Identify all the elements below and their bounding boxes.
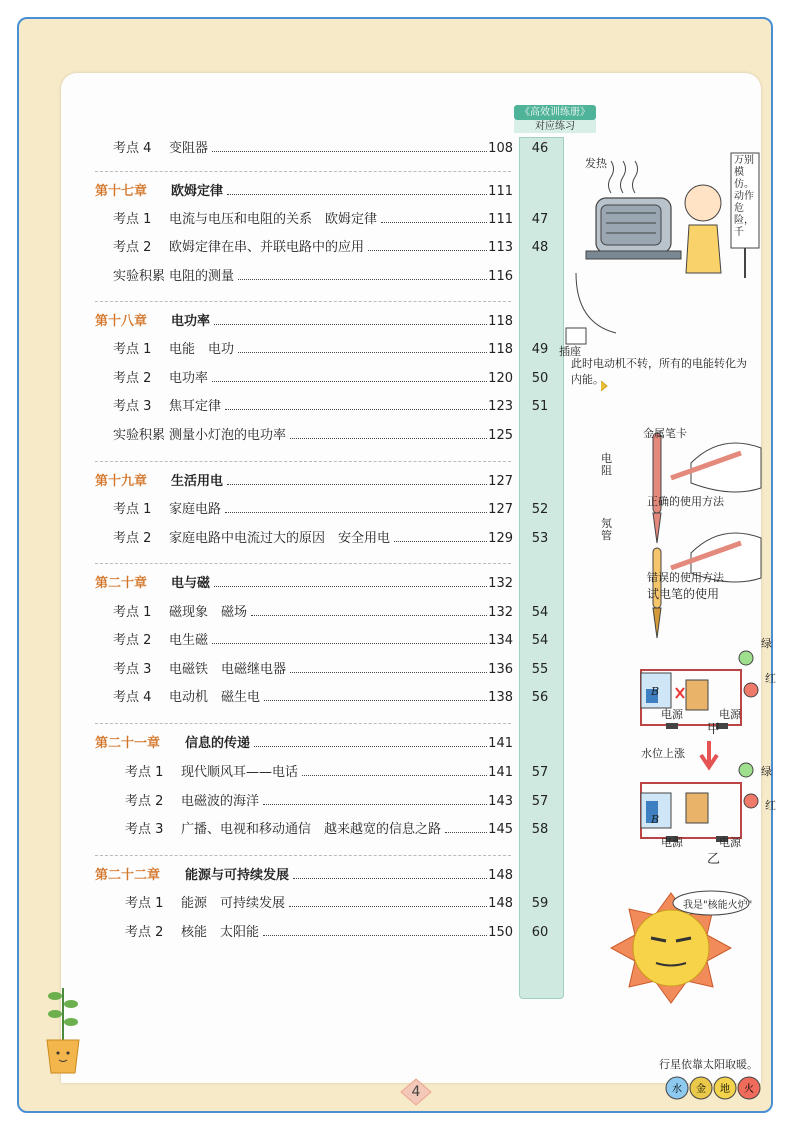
relay-b-green: 绿 <box>761 765 772 778</box>
section-divider <box>95 563 511 564</box>
dot-leader <box>254 746 487 747</box>
relay-a-source1: 电源 <box>661 708 683 721</box>
toc-label: 第二十章 <box>95 576 148 591</box>
planet-label: 金 <box>696 1084 706 1095</box>
toc-label: 考点 2 <box>113 531 152 546</box>
toc-row[interactable] <box>125 922 561 944</box>
toc-label: 考点 4 <box>113 690 152 705</box>
planets-illustration <box>666 1077 760 1099</box>
toc-label: 考点 1 <box>113 502 152 517</box>
toc-page-number: 138 <box>488 690 513 705</box>
toc-label: 考点 4 <box>113 141 152 156</box>
relay-a-green: 绿 <box>761 637 772 650</box>
dot-leader <box>225 409 487 410</box>
chapter-row[interactable] <box>95 181 561 203</box>
toc-row[interactable] <box>113 659 561 681</box>
toc-title: 核能 太阳能 <box>181 925 260 940</box>
toc-page-number: 148 <box>488 896 513 911</box>
planet-label: 地 <box>720 1084 730 1095</box>
toc-title: 变阻器 <box>169 141 209 156</box>
toc-row[interactable] <box>113 138 561 160</box>
chapter-row[interactable] <box>95 573 561 595</box>
toc-page-number: 113 <box>488 240 513 255</box>
practice-number: 52 <box>531 502 549 517</box>
toc-label: 实验积累 <box>113 269 166 284</box>
toc-title: 磁现象 磁场 <box>169 605 248 620</box>
dot-leader <box>212 151 487 152</box>
dot-leader <box>238 279 487 280</box>
toc-page-number: 129 <box>488 531 513 546</box>
motor-warning-sign: 万别模仿。动作危险，千 <box>734 155 754 238</box>
toc-row[interactable] <box>113 339 561 361</box>
toc-title: 电磁铁 电磁继电器 <box>169 662 287 677</box>
dot-leader <box>214 324 487 325</box>
toc-row[interactable] <box>113 266 561 288</box>
content-page <box>61 73 776 1100</box>
relay-b-source2: 电源 <box>719 836 741 849</box>
toc-page-number: 116 <box>488 269 513 284</box>
practice-number: 51 <box>531 399 549 414</box>
resistor-label: 电阻 <box>601 452 612 477</box>
toc-title: 电动机 磁生电 <box>169 690 261 705</box>
toc-page-number: 150 <box>488 925 513 940</box>
toc-page-number: 134 <box>488 633 513 648</box>
practice-number: 56 <box>531 690 549 705</box>
toc-page-number: 120 <box>488 371 513 386</box>
toc-title: 家庭电路 <box>169 502 222 517</box>
section-divider <box>95 723 511 724</box>
relay-b-red: 红 <box>765 799 776 812</box>
chapter-row[interactable] <box>95 733 561 755</box>
toc-label: 考点 1 <box>125 896 164 911</box>
toc-title: 电阻的测量 <box>169 269 235 284</box>
water-rise-label: 水位上涨 <box>641 747 685 760</box>
toc-title: 电能 电功 <box>169 342 235 357</box>
practice-header-line2: 对应练习 <box>514 120 596 133</box>
motor-caption: 此时电动机不转，所有的电能转化为内能。 <box>571 357 747 386</box>
socket-label: 插座 <box>559 345 581 358</box>
dot-leader <box>227 194 487 195</box>
toc-title: 电生磁 <box>169 633 209 648</box>
metal-clip-label: 金属笔卡 <box>643 427 687 440</box>
dot-leader <box>368 250 487 251</box>
neon-tube-label: 氖管 <box>601 517 612 542</box>
toc-page-number: 141 <box>488 736 513 751</box>
chapter-row[interactable] <box>95 865 561 887</box>
toc-page-number: 125 <box>488 428 513 443</box>
toc-title: 欧姆定律在串、并联电路中的应用 <box>169 240 365 255</box>
section-divider <box>95 301 511 302</box>
dot-leader <box>381 222 487 223</box>
toc-label: 第十九章 <box>95 474 148 489</box>
toc-label: 考点 1 <box>113 342 152 357</box>
toc-page-number: 132 <box>488 605 513 620</box>
relay-a-source2: 电源 <box>719 708 741 721</box>
test-pen-illustration <box>653 433 761 638</box>
toc-label: 第十八章 <box>95 314 148 329</box>
toc-label: 考点 1 <box>113 212 152 227</box>
practice-number: 57 <box>531 794 549 809</box>
toc-page-number: 148 <box>488 868 513 883</box>
toc-label: 考点 2 <box>113 240 152 255</box>
dot-leader <box>263 804 487 805</box>
toc-title: 能源 可持续发展 <box>181 896 286 911</box>
toc-label: 考点 1 <box>125 765 164 780</box>
toc-title: 焦耳定律 <box>169 399 222 414</box>
page-number: 4 <box>399 1077 433 1107</box>
toc-title: 现代顺风耳——电话 <box>181 765 299 780</box>
toc-label: 第二十二章 <box>95 868 161 883</box>
practice-number: 48 <box>531 240 549 255</box>
dot-leader <box>302 775 487 776</box>
toc-page-number: 111 <box>488 184 513 199</box>
practice-number: 59 <box>531 896 549 911</box>
toc-page-number: 127 <box>488 474 513 489</box>
relay-a-red: 红 <box>765 672 776 685</box>
planets-caption: 行星依靠太阳取暖。 <box>659 1058 758 1071</box>
toc-title: 家庭电路中电流过大的原因 安全用电 <box>169 531 391 546</box>
relay-b-label: 乙 <box>707 852 721 867</box>
dot-leader <box>225 512 487 513</box>
toc-title: 测量小灯泡的电功率 <box>169 428 287 443</box>
toc-row[interactable] <box>113 368 561 390</box>
section-divider <box>95 461 511 462</box>
toc-title: 生活用电 <box>171 474 224 489</box>
toc-row[interactable] <box>125 762 561 784</box>
dot-leader <box>212 381 487 382</box>
toc-row[interactable] <box>113 499 561 521</box>
down-arrow-icon <box>701 741 717 767</box>
practice-number: 54 <box>531 633 549 648</box>
toc-page-number: 136 <box>488 662 513 677</box>
toc-page-number: 141 <box>488 765 513 780</box>
page-frame <box>17 17 776 1113</box>
dot-leader <box>212 643 487 644</box>
toc-page-number: 145 <box>488 822 513 837</box>
toc-page-number: 127 <box>488 502 513 517</box>
toc-label: 考点 2 <box>113 371 152 386</box>
dot-leader <box>289 906 487 907</box>
toc-title: 电功率 <box>171 314 211 329</box>
toc-page-number: 118 <box>488 342 513 357</box>
chapter-row[interactable] <box>95 471 561 493</box>
wrong-usage-label: 错误的使用方法 <box>647 571 724 584</box>
toc-row[interactable] <box>113 237 561 259</box>
toc-label: 第十七章 <box>95 184 148 199</box>
relay-b-source1: 电源 <box>661 836 683 849</box>
toc-label: 考点 2 <box>113 633 152 648</box>
relay-a-label: 甲 <box>707 722 721 737</box>
toc-title: 电与磁 <box>171 576 211 591</box>
toc-label: 考点 2 <box>125 794 164 809</box>
relay-a-b: B <box>651 685 660 698</box>
toc-label: 考点 1 <box>113 605 152 620</box>
toc-page-number: 143 <box>488 794 513 809</box>
toc-label: 实验积累 <box>113 428 166 443</box>
practice-number: 54 <box>531 605 549 620</box>
section-divider <box>95 855 511 856</box>
toc-title: 能源与可持续发展 <box>185 868 290 883</box>
toc-label: 考点 2 <box>125 925 164 940</box>
practice-number: 47 <box>531 212 549 227</box>
dot-leader <box>251 615 487 616</box>
toc-row[interactable] <box>113 209 561 231</box>
test-pen-caption: 试电笔的使用 <box>647 587 720 601</box>
dot-leader <box>293 878 487 879</box>
toc-page-number: 132 <box>488 576 513 591</box>
toc-page-number: 108 <box>488 141 513 156</box>
toc-title: 信息的传递 <box>185 736 251 751</box>
toc-row[interactable] <box>113 687 561 709</box>
motor-heat-text: 发热 <box>585 157 607 170</box>
toc-row[interactable] <box>113 528 561 550</box>
practice-number: 58 <box>531 822 549 837</box>
sun-speech: 我是"核能火炉" <box>683 900 753 911</box>
planet-label: 火 <box>744 1084 754 1095</box>
toc-row[interactable] <box>125 819 561 841</box>
toc-row[interactable] <box>125 791 561 813</box>
toc-label: 第二十一章 <box>95 736 161 751</box>
practice-number: 53 <box>531 531 549 546</box>
toc-title: 电功率 <box>169 371 209 386</box>
dot-leader <box>214 586 487 587</box>
toc-page-number: 111 <box>488 212 513 227</box>
dot-leader <box>264 700 487 701</box>
toc-row[interactable] <box>113 425 561 447</box>
toc-row[interactable] <box>113 630 561 652</box>
dot-leader <box>290 672 487 673</box>
toc-title: 欧姆定律 <box>171 184 224 199</box>
toc-label: 考点 3 <box>125 822 164 837</box>
toc-label: 考点 3 <box>113 662 152 677</box>
toc-row[interactable] <box>113 602 561 624</box>
relay-circuit-b <box>641 763 758 842</box>
practice-number: 49 <box>531 342 549 357</box>
dot-leader <box>290 438 487 439</box>
toc-row[interactable] <box>125 893 561 915</box>
section-divider <box>95 171 511 172</box>
toc-row[interactable] <box>113 396 561 418</box>
toc-label: 考点 3 <box>113 399 152 414</box>
toc-title: 电磁波的海洋 <box>181 794 260 809</box>
plant-pot-icon <box>41 978 91 1078</box>
planet-label: 水 <box>672 1084 682 1095</box>
toc-page-number: 118 <box>488 314 513 329</box>
practice-number: 57 <box>531 765 549 780</box>
practice-number: 55 <box>531 662 549 677</box>
correct-usage-label: 正确的使用方法 <box>647 495 724 508</box>
practice-number: 60 <box>531 925 549 940</box>
practice-number: 50 <box>531 371 549 386</box>
dot-leader <box>238 352 487 353</box>
practice-number: 46 <box>531 141 549 156</box>
practice-header-line1: 《高效训练册》 <box>514 105 596 120</box>
practice-column-header <box>514 105 596 135</box>
toc-title: 电流与电压和电阻的关系 欧姆定律 <box>169 212 378 227</box>
relay-b-b: B <box>651 813 660 826</box>
dot-leader <box>227 484 487 485</box>
dot-leader <box>263 935 487 936</box>
chapter-row[interactable] <box>95 311 561 333</box>
toc-title: 广播、电视和移动通信 越来越宽的信息之路 <box>181 822 442 837</box>
toc-page-number: 123 <box>488 399 513 414</box>
